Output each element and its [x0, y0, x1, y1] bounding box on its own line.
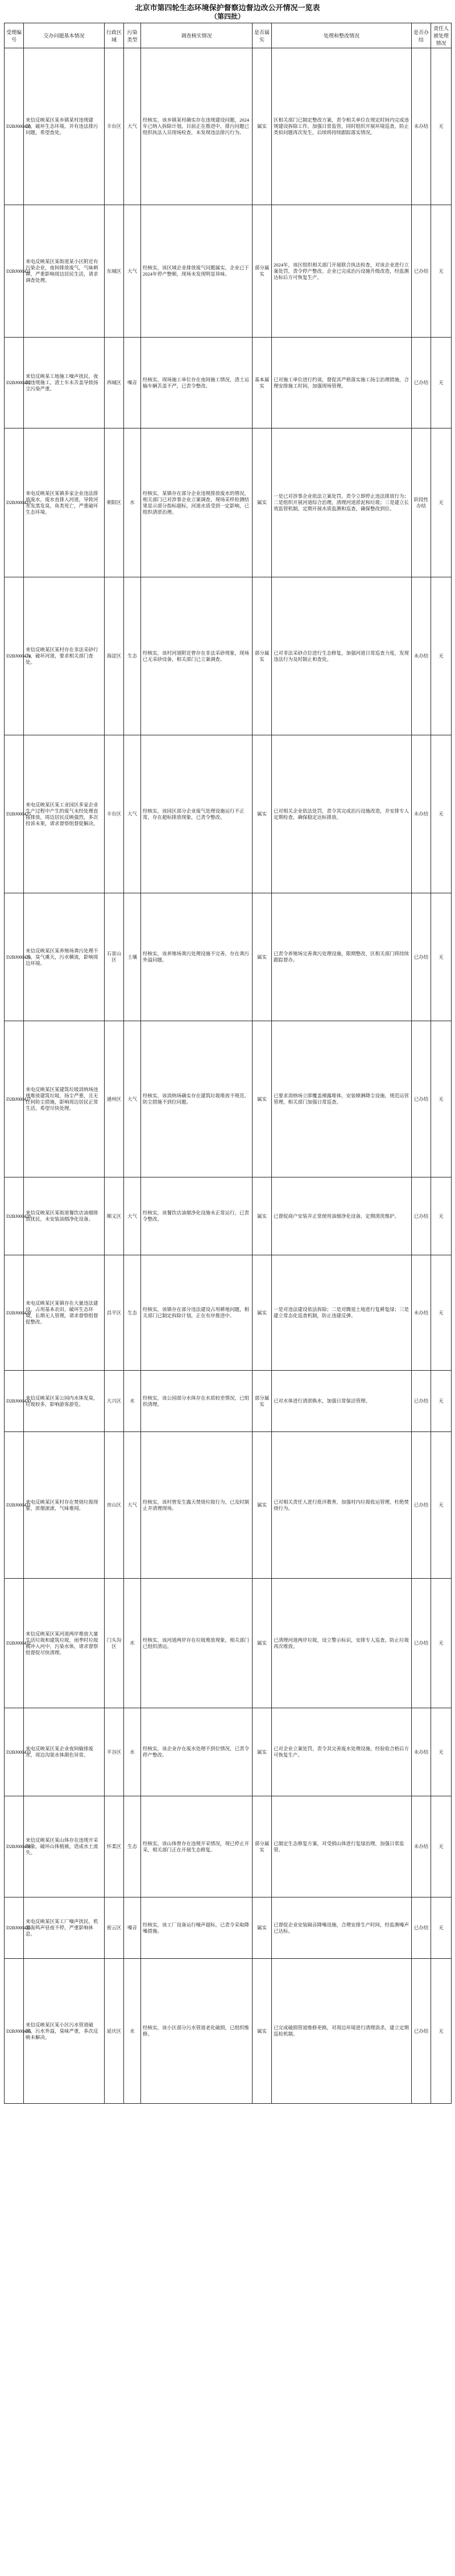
case-id: D2BJ000421	[5, 205, 24, 338]
investigation-cell: 经核实，该山体曾存在违规开采情况，现已停止开采，相关部门正在开展生态修复。	[141, 1796, 253, 1897]
penalty-cell: 无	[431, 48, 452, 205]
district-cell: 海淀区	[105, 577, 124, 735]
column-header: 受理编号	[5, 23, 24, 48]
column-header: 责任人被处理情况	[431, 23, 452, 48]
closure-status: 已办结	[412, 1897, 431, 1959]
handling-cell: 一是已对涉事企业依法立案处罚，责令立即停止违法排放行为；二是组织开展河道综合治理，清理河道淤泥和垃圾；三是建立长效监管机制，定期开展水质监测和巡查，确保整改到位。	[272, 428, 412, 577]
problem-description: 来电反映某区某建筑垃圾消纳场违规堆放建筑垃圾，扬尘严重，且无任何防尘措施，影响周边居民正常生活，希望尽快处理。	[24, 1021, 105, 1177]
case-id: D2BJ000433	[5, 1708, 24, 1796]
case-id: D2BJ000420	[5, 48, 24, 205]
table-row	[5, 338, 452, 428]
penalty-cell: 无	[431, 1959, 452, 2104]
pollution-type: 水	[124, 1708, 141, 1796]
page-subtitle: （第四批）	[210, 13, 245, 20]
case-id: D2BJ000428	[5, 1177, 24, 1255]
pollution-type: 生态	[124, 1255, 141, 1371]
handling-cell: 已对相关企业依法处罚，责令其完成治污设施改造，并安排专人定期检查，确保稳定达标排放。	[272, 735, 412, 893]
investigation-cell: 经核实，该镇存在部分违法建设占用耕地问题，相关部门已制定拆除计划，正在有序推进中。	[141, 1255, 253, 1371]
handling-cell: 已对相关责任人进行批评教育，加强村内垃圾收运管理，杜绝焚烧行为。	[272, 1432, 412, 1579]
investigation-cell: 经核实，该村曾发生露天焚烧垃圾行为，已及时制止并清理现场。	[141, 1432, 253, 1579]
closure-status: 未办结	[412, 577, 431, 735]
closure-status: 未办结	[412, 1708, 431, 1796]
table-row	[5, 1432, 452, 1579]
case-id: D2BJ000426	[5, 893, 24, 1021]
penalty-cell: 无	[431, 1708, 452, 1796]
district-cell: 房山区	[105, 1432, 124, 1579]
problem-description: 来信反映某区某乡镇某村违规建设，破坏生态环境，并有违法排污问题，希望查处。	[24, 48, 105, 205]
problem-description: 来电反映某区某工厂噪声扰民，机器轰鸣声昼夜不停，严重影响休息。	[24, 1897, 105, 1959]
closure-status: 未办结	[412, 1796, 431, 1897]
table-row	[5, 428, 452, 577]
investigation-cell: 经核实，该工厂设备运行噪声超标，已责令采取降噪措施。	[141, 1897, 253, 1959]
district-cell: 朝阳区	[105, 428, 124, 577]
case-id: D2BJ000422	[5, 338, 24, 428]
pollution-type: 大气	[124, 1177, 141, 1255]
investigation-cell: 经核实，该餐饮店油烟净化设施未正常运行，已责令整改。	[141, 1177, 253, 1255]
table-row	[5, 48, 452, 205]
closure-status: 已办结	[412, 893, 431, 1021]
district-cell: 西城区	[105, 338, 124, 428]
handling-cell: 已对企业立案处罚，责令其完善废水处理设施，经验收合格后方可恢复生产。	[272, 1708, 412, 1796]
problem-description: 来信反映某区某山体存在违规开采现象，破坏山体植被，造成水土流失。	[24, 1796, 105, 1897]
case-id: D2BJ000430	[5, 1371, 24, 1432]
penalty-cell: 无	[431, 1371, 452, 1432]
case-id: D2BJ000427	[5, 1021, 24, 1177]
pollution-type: 土壤	[124, 893, 141, 1021]
column-header: 交办问题基本情况	[24, 23, 105, 48]
case-id: D2BJ000423	[5, 428, 24, 577]
district-cell: 平谷区	[105, 1708, 124, 1796]
penalty-cell: 无	[431, 1177, 452, 1255]
handling-cell: 2024年，该区组织相关部门开展联合执法检查，对该企业进行立案处罚，责令停产整改。企业已完成治污设施升级改造，经监测达标后方可恢复生产。	[272, 205, 412, 338]
fact-status: 部分属实	[253, 577, 272, 735]
case-id: D2BJ000424	[5, 577, 24, 735]
problem-description: 来信反映某区某村存在非法采砂行为，破坏河道，要求相关部门查处。	[24, 577, 105, 735]
fact-status: 属实	[253, 48, 272, 205]
district-cell: 石景山区	[105, 893, 124, 1021]
district-cell: 顺义区	[105, 1177, 124, 1255]
handling-cell: 已对非法采砂点位进行生态修复，加强河道日常巡查力度，发现违法行为及时制止和查处。	[272, 577, 412, 735]
penalty-cell: 无	[431, 428, 452, 577]
problem-description: 来电反映某区某工业园区多家企业生产过程中产生的废气未经处理直接排放，周边居民反映强烈，多次投诉未果，请求督察组督促解决。	[24, 735, 105, 893]
pollution-type: 大气	[124, 735, 141, 893]
handling-cell: 已督促企业安装隔音降噪设施，合理安排生产时间，经监测噪声已达标。	[272, 1897, 412, 1959]
fact-status: 基本属实	[253, 338, 272, 428]
district-cell: 门头沟区	[105, 1579, 124, 1708]
penalty-cell: 无	[431, 1255, 452, 1371]
closure-status: 已办结	[412, 1177, 431, 1255]
column-header: 污染类型	[124, 23, 141, 48]
handling-cell: 已清理河道两岸垃圾，设立警示标识，安排专人巡查，防止垃圾再次堆放。	[272, 1579, 412, 1708]
district-cell: 怀柔区	[105, 1796, 124, 1897]
district-cell: 昌平区	[105, 1255, 124, 1371]
table-row	[5, 577, 452, 735]
fact-status: 属实	[253, 1897, 272, 1959]
handling-cell: 已要求消纳场立即覆盖裸露堆体，安装喷淋降尘设施，规范运营管理，相关部门加强日常巡查。	[272, 1021, 412, 1177]
problem-description: 来电反映某区某镇多家企业违法排放废水，废水直排入河道，导致河水发黑发臭，鱼类死亡，严重破坏生态环境。	[24, 428, 105, 577]
investigation-cell: 经核实，该区域企业排放废气问题属实，企业已于2024年停产整顿，现场未发现明显异味。	[141, 205, 253, 338]
problem-description: 来电反映某区某企业夜间偷排废水，周边沟渠水体颜色异常。	[24, 1708, 105, 1796]
pollution-type: 大气	[124, 48, 141, 205]
fact-status: 属实	[253, 1708, 272, 1796]
closure-status: 未办结	[412, 1255, 431, 1371]
closure-status: 已办结	[412, 1432, 431, 1579]
closure-status: 未办结	[412, 48, 431, 205]
case-id: D2BJ000434	[5, 1796, 24, 1897]
problem-description: 来电反映某区某村存在焚烧垃圾现象，浓烟滚滚，气味难闻。	[24, 1432, 105, 1579]
district-cell: 大兴区	[105, 1371, 124, 1432]
table-row	[5, 893, 452, 1021]
pollution-type: 水	[124, 428, 141, 577]
pollution-type: 大气	[124, 1021, 141, 1177]
investigation-cell: 经核实，该河道两岸存在垃圾堆放现象，相关部门已组织清运。	[141, 1579, 253, 1708]
district-cell: 东城区	[105, 205, 124, 338]
penalty-cell: 无	[431, 735, 452, 893]
table-row	[5, 1708, 452, 1796]
investigation-cell: 经核实，该消纳场确实存在建筑垃圾堆放不规范、防尘措施不到位问题。	[141, 1021, 253, 1177]
pollution-type: 生态	[124, 1796, 141, 1897]
case-id: D2BJ000425	[5, 735, 24, 893]
fact-status: 部分属实	[253, 1371, 272, 1432]
penalty-cell: 无	[431, 893, 452, 1021]
handling-cell: 区相关部门已制定整改方案，责令相关单位在规定时间内完成违规建设拆除工作，加强日常监管，同时组织开展环境巡查，防止类似问题再次发生，后续将持续跟踪落实情况。	[272, 48, 412, 205]
penalty-cell: 无	[431, 577, 452, 735]
pollution-type: 水	[124, 1371, 141, 1432]
investigation-cell: 经核实，该园区部分企业废气处理设施运行不正常，存在超标排放现象，已责令整改。	[141, 735, 253, 893]
fact-status: 属实	[253, 1021, 272, 1177]
closure-status: 已办结	[412, 1021, 431, 1177]
column-header: 是否属实	[253, 23, 272, 48]
district-cell: 通州区	[105, 1021, 124, 1177]
pollution-type: 水	[124, 1959, 141, 2104]
district-cell: 密云区	[105, 1897, 124, 1959]
investigation-cell: 经核实，该公园部分水体存在水质较差情况，已组织清理。	[141, 1371, 253, 1432]
fact-status: 属实	[253, 1177, 272, 1255]
pollution-type: 噪音	[124, 1897, 141, 1959]
fact-status: 属实	[253, 1432, 272, 1579]
table-row	[5, 1579, 452, 1708]
problem-description: 来信反映某区某公园内水体发臭，垃圾较多，影响游客游览。	[24, 1371, 105, 1432]
handling-cell: 已制定生态修复方案，对受损山体进行复绿治理，加强日常监管。	[272, 1796, 412, 1897]
column-header: 调查核实情况	[141, 23, 253, 48]
table-body	[5, 48, 452, 2104]
investigation-cell: 经核实，某镇存在部分企业违规排放废水的情况，相关部门已对涉事企业立案调查，现场采样检测结果显示部分指标超标，河道水质受到一定影响，已组织清淤治理。	[141, 428, 253, 577]
table-row	[5, 1255, 452, 1371]
penalty-cell: 无	[431, 1021, 452, 1177]
penalty-cell: 无	[431, 1796, 452, 1897]
pollution-type: 噪音	[124, 338, 141, 428]
closure-status: 已办结	[412, 205, 431, 338]
table-row	[5, 1021, 452, 1177]
pollution-type: 水	[124, 1579, 141, 1708]
closure-status: 未办结	[412, 735, 431, 893]
complaint-table	[4, 23, 452, 2104]
handling-cell: 已责令养殖场完善粪污处理设施，限期整改，区相关部门将持续跟踪督办。	[272, 893, 412, 1021]
fact-status: 部分属实	[253, 205, 272, 338]
investigation-cell: 经核实，该养殖场粪污处理设施不完善，存在粪污外溢问题。	[141, 893, 253, 1021]
page-title: 北京市第四轮生态环境保护督察边督边改公开情况一览表	[135, 3, 320, 12]
fact-status: 属实	[253, 428, 272, 577]
pollution-type: 生态	[124, 577, 141, 735]
handling-cell: 已督促商户安装并正常使用油烟净化设备，定期清洗维护。	[272, 1177, 412, 1255]
closure-status: 阶段性办结	[412, 428, 431, 577]
table-row	[5, 1177, 452, 1255]
fact-status: 属实	[253, 893, 272, 1021]
case-id: D2BJ000429	[5, 1255, 24, 1371]
table-row	[5, 1796, 452, 1897]
problem-description: 来信反映某工地施工噪声扰民，夜间违规施工，渣土车未苫盖导致扬尘污染严重。	[24, 338, 105, 428]
column-header: 处理和整改情况	[272, 23, 412, 48]
fact-status: 属实	[253, 1255, 272, 1371]
handling-cell: 一是对违法建设依法拆除；二是对腾退土地进行复耕复绿；三是建立常态化巡查机制，防止违建反弹。	[272, 1255, 412, 1371]
problem-description: 来信反映某区某小区污水管道破损，污水外溢，臭味严重，多次反映未解决。	[24, 1959, 105, 2104]
fact-status: 属实	[253, 1959, 272, 2104]
penalty-cell: 无	[431, 338, 452, 428]
case-id: D2BJ000436	[5, 1959, 24, 2104]
district-cell: 丰台区	[105, 48, 124, 205]
penalty-cell: 无	[431, 1579, 452, 1708]
table-row	[5, 735, 452, 893]
table-row	[5, 1959, 452, 2104]
closure-status: 已办结	[412, 1959, 431, 2104]
fact-status: 部分属实	[253, 1796, 272, 1897]
investigation-cell: 经核实，该乡镇某村确实存在违规建设问题，2024年已纳入拆除计划，目前正在推进中，排污问题已组织执法人员现场检查，未发现违法排污行为。	[141, 48, 253, 205]
table-header-row	[5, 23, 452, 48]
closure-status: 已办结	[412, 1579, 431, 1708]
district-cell: 延庆区	[105, 1959, 124, 2104]
fact-status: 属实	[253, 1579, 272, 1708]
pollution-type: 大气	[124, 1432, 141, 1579]
fact-status: 属实	[253, 735, 272, 893]
handling-cell: 已对水体进行清淤换水，加强日常保洁管理。	[272, 1371, 412, 1432]
column-header: 行政区域	[105, 23, 124, 48]
investigation-cell: 经核实，该小区部分污水管道老化破损，已组织维修。	[141, 1959, 253, 2104]
problem-description: 来信反映某区某河道两岸堆放大量生活垃圾和建筑垃圾，雨季时垃圾被冲入河中，污染水体，请求督察组督促尽快清理。	[24, 1579, 105, 1708]
case-id: D2BJ000432	[5, 1579, 24, 1708]
handling-cell: 已对施工单位进行约谈，督促其严格落实施工扬尘治理措施，合理安排施工时间，加强现场管理。	[272, 338, 412, 428]
problem-description: 来信反映某区某养殖场粪污处理不当，臭气熏天，污水横流，影响周边环境。	[24, 893, 105, 1021]
handling-cell: 已完成破损管道维修更换，对周边环境进行清理消杀，建立定期巡检机制。	[272, 1959, 412, 2104]
pollution-type: 大气	[124, 205, 141, 338]
investigation-cell: 经核实，该村河道附近曾存在非法采砂现象，现场已无采砂设备，相关部门已立案调查。	[141, 577, 253, 735]
closure-status: 已办结	[412, 338, 431, 428]
column-header: 是否办结	[412, 23, 431, 48]
district-cell: 丰台区	[105, 735, 124, 893]
investigation-cell: 经核实，该企业存在废水处理不到位情况，已责令停产整改。	[141, 1708, 253, 1796]
penalty-cell: 无	[431, 205, 452, 338]
problem-description: 来电反映某区某镇存在大量违法建设，占用基本农田，破坏生态环境，长期无人管理，请求督察组督促整改。	[24, 1255, 105, 1371]
problem-description: 来电反映某区某街道某小区附近有污染企业，夜间排放废气，气味刺鼻，严重影响周边居民生活，请求调查处理。	[24, 205, 105, 338]
penalty-cell: 无	[431, 1432, 452, 1579]
problem-description: 来信反映某区某街道餐饮店油烟排放扰民，未安装油烟净化设备。	[24, 1177, 105, 1255]
table-row	[5, 1897, 452, 1959]
case-id: D2BJ000435	[5, 1897, 24, 1959]
table-row	[5, 1371, 452, 1432]
case-id: D2BJ000431	[5, 1432, 24, 1579]
investigation-cell: 经核实，现场施工单位存在夜间施工情况，渣土运输车辆苫盖不严，已责令整改。	[141, 338, 253, 428]
closure-status: 已办结	[412, 1371, 431, 1432]
penalty-cell: 无	[431, 1897, 452, 1959]
table-row	[5, 205, 452, 338]
